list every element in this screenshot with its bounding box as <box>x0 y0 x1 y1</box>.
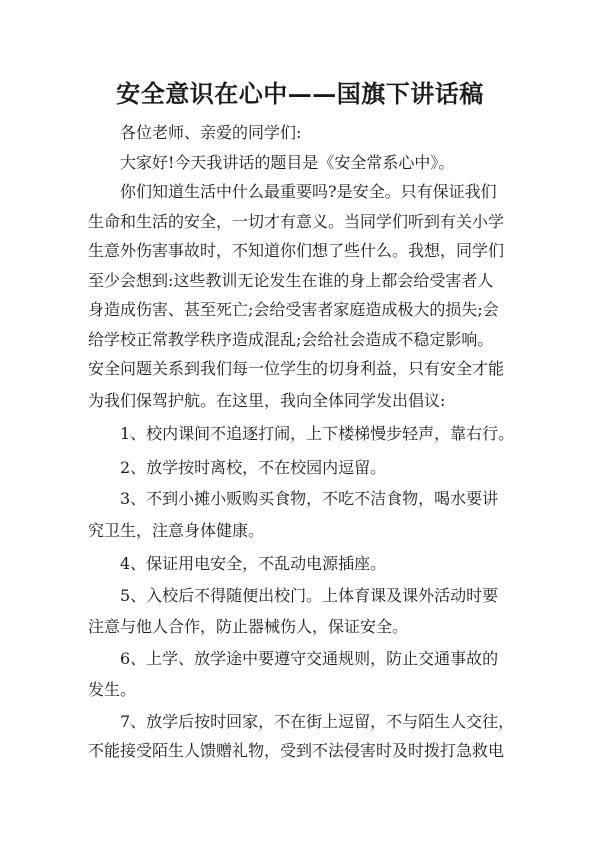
document-body <box>88 118 528 766</box>
list-item-5: 5、入校后不得随便出校门。上体育课及课外活动时要 <box>120 585 499 605</box>
text-line: 至少会想到:这些教训无论发生在谁的身上都会给受害者人 <box>88 270 494 290</box>
text-line: 身造成伤害、甚至死亡;会给受害者家庭造成极大的损失;会 <box>88 300 499 319</box>
text-line-opening: 大家好!今天我讲话的题目是《安全常系心中》。 <box>120 152 455 172</box>
text-line: 你们知道生活中什么最重要吗?是安全。只有保证我们 <box>120 182 497 201</box>
text-line: 安全问题关系到我们每一位学生的切身利益，只有安全才能 <box>88 359 505 378</box>
document-title: 安全意识在心中——国旗下讲话稿 <box>116 79 484 108</box>
list-item-6: 6、上学、放学途中要遵守交通规则，防止交通事故的 <box>120 648 499 668</box>
list-item-7: 7、放学后按时回家，不在街上逗留，不与陌生人交往， <box>120 711 515 731</box>
text-line: 为我们保驾护航。在这里，我向全体同学发出倡议: <box>88 390 446 410</box>
list-item-7-continued: 不能接受陌生人馈赠礼物，受到不法侵害时及时拨打急救电 <box>88 741 505 760</box>
list-item-3-continued: 究卫生，注意身体健康。 <box>88 520 265 540</box>
list-item-2: 2、放学按时离校，不在校园内逗留。 <box>120 457 387 477</box>
list-item-4: 4、保证用电安全，不乱动电源插座。 <box>120 554 387 573</box>
text-line-greeting: 各位老师、亲爱的同学们: <box>120 123 302 142</box>
list-item-5-continued: 注意与他人合作，防止器械伤人，保证安全。 <box>88 617 409 636</box>
list-item-6-continued: 发生。 <box>88 680 137 699</box>
list-item-3: 3、不到小摊小贩购买食物，不吃不洁食物，喝水要讲 <box>120 489 499 508</box>
list-item-1: 1、校内课间不追逐打闹，上下楼梯慢步轻声，靠右行。 <box>120 424 515 443</box>
text-line: 给学校正常教学秩序造成混乱;会给社会造成不稳定影响。 <box>88 329 494 349</box>
text-line: 生意外伤害事故时，不知道你们想了些什么。我想，同学们 <box>88 241 505 260</box>
text-line: 生命和生活的安全，一切才有意义。当同学们听到有关小学 <box>88 211 505 231</box>
